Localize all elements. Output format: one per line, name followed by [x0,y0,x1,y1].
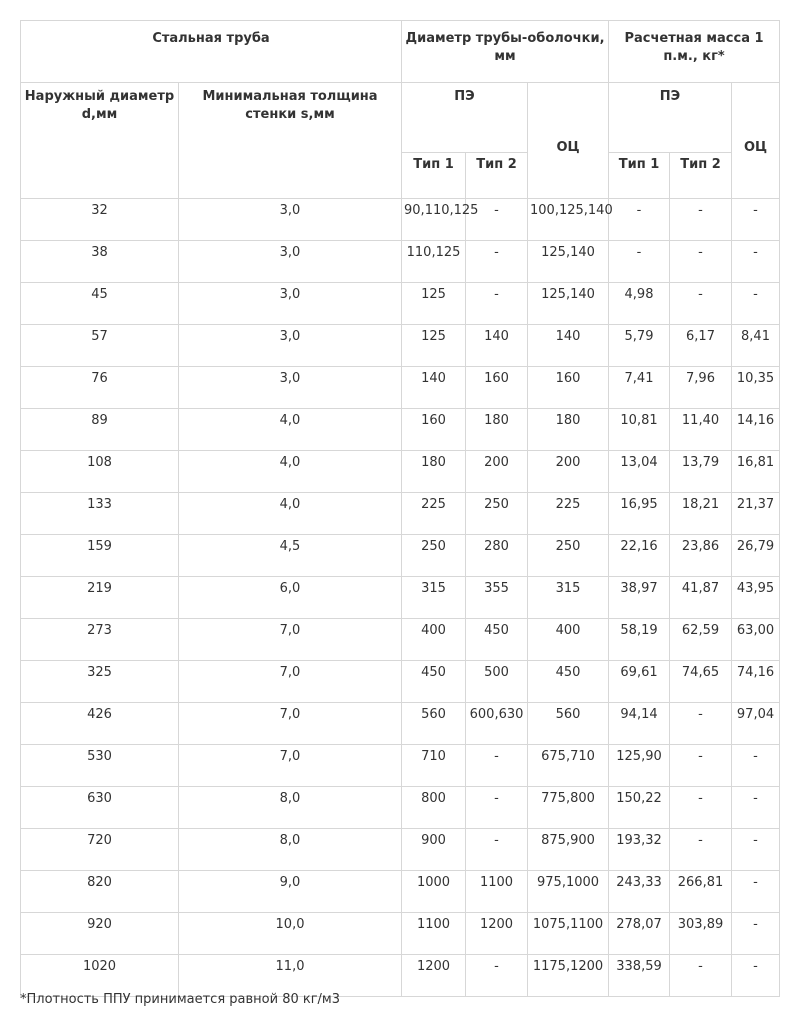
cell-shell-oc: 315 [528,577,609,619]
cell-min-wall: 3,0 [179,367,402,409]
table-row [21,325,780,367]
header-mass-oc: ОЦ [732,83,780,199]
cell-shell-pe-type1: 125 [402,325,466,367]
cell-mass-oc: - [732,745,780,787]
cell-mass-oc: 43,95 [732,577,780,619]
cell-shell-pe-type2: 600,630 [466,703,528,745]
cell-min-wall: 10,0 [179,913,402,955]
cell-mass-pe-type2: 62,59 [670,619,732,661]
cell-mass-pe-type1: 4,98 [609,283,670,325]
cell-mass-pe-type2: 7,96 [670,367,732,409]
cell-mass-oc: 63,00 [732,619,780,661]
cell-mass-pe-type2: - [670,241,732,283]
cell-mass-oc: 74,16 [732,661,780,703]
cell-outer-diameter: 57 [21,325,179,367]
cell-min-wall: 6,0 [179,577,402,619]
cell-shell-oc: 560 [528,703,609,745]
cell-outer-diameter: 108 [21,451,179,493]
cell-shell-oc: 160 [528,367,609,409]
cell-shell-pe-type2: 1200 [466,913,528,955]
table-row [21,535,780,577]
cell-min-wall: 7,0 [179,619,402,661]
cell-shell-oc: 450 [528,661,609,703]
cell-shell-pe-type2: 500 [466,661,528,703]
cell-mass-pe-type1: 5,79 [609,325,670,367]
cell-shell-pe-type2: 280 [466,535,528,577]
cell-shell-pe-type1: 160 [402,409,466,451]
header-shell-oc: ОЦ [528,83,609,199]
cell-shell-pe-type1: 1100 [402,913,466,955]
cell-mass-pe-type2: 266,81 [670,871,732,913]
cell-mass-oc: 97,04 [732,703,780,745]
cell-mass-pe-type2: 13,79 [670,451,732,493]
cell-shell-pe-type2: 200 [466,451,528,493]
header-mass-pe: ПЭ [609,83,732,153]
cell-shell-oc: 675,710 [528,745,609,787]
cell-shell-oc: 400 [528,619,609,661]
cell-shell-oc: 975,1000 [528,871,609,913]
cell-outer-diameter: 325 [21,661,179,703]
cell-shell-pe-type2: 140 [466,325,528,367]
cell-min-wall: 3,0 [179,241,402,283]
table-row [21,577,780,619]
cell-outer-diameter: 630 [21,787,179,829]
header-outer-diameter: Наружный диаметр d,мм [21,83,179,199]
cell-min-wall: 8,0 [179,829,402,871]
cell-mass-pe-type1: 7,41 [609,367,670,409]
cell-shell-pe-type1: 110,125 [402,241,466,283]
cell-mass-oc: - [732,199,780,241]
cell-outer-diameter: 32 [21,199,179,241]
cell-mass-pe-type1: 58,19 [609,619,670,661]
cell-mass-pe-type1: 243,33 [609,871,670,913]
cell-mass-pe-type2: - [670,283,732,325]
cell-outer-diameter: 273 [21,619,179,661]
cell-shell-pe-type1: 180 [402,451,466,493]
cell-mass-pe-type1: 94,14 [609,703,670,745]
cell-shell-pe-type2: 450 [466,619,528,661]
cell-mass-pe-type1: 22,16 [609,535,670,577]
cell-mass-pe-type2: 74,65 [670,661,732,703]
table-row [21,367,780,409]
cell-mass-pe-type2: - [670,703,732,745]
cell-min-wall: 4,0 [179,409,402,451]
cell-outer-diameter: 89 [21,409,179,451]
table-row [21,493,780,535]
cell-shell-pe-type2: - [466,241,528,283]
cell-shell-pe-type2: 160 [466,367,528,409]
table-body [21,199,780,997]
table-row [21,787,780,829]
cell-shell-pe-type1: 800 [402,787,466,829]
cell-shell-pe-type2: - [466,955,528,997]
cell-mass-pe-type1: 69,61 [609,661,670,703]
table-row [21,241,780,283]
cell-min-wall: 3,0 [179,199,402,241]
cell-outer-diameter: 820 [21,871,179,913]
table-row [21,829,780,871]
cell-min-wall: 4,0 [179,493,402,535]
header-mass: Расчетная масса 1 п.м., кг* [609,21,780,83]
cell-shell-pe-type2: 355 [466,577,528,619]
cell-mass-oc: - [732,829,780,871]
cell-shell-pe-type2: - [466,829,528,871]
header-shell-type2: Тип 2 [466,153,528,199]
cell-shell-oc: 140 [528,325,609,367]
cell-shell-oc: 180 [528,409,609,451]
cell-shell-oc: 125,140 [528,241,609,283]
table-row [21,745,780,787]
cell-min-wall: 8,0 [179,787,402,829]
table-row [21,955,780,997]
cell-shell-pe-type1: 450 [402,661,466,703]
cell-outer-diameter: 159 [21,535,179,577]
cell-shell-pe-type1: 125 [402,283,466,325]
header-mass-type1: Тип 1 [609,153,670,199]
table-row [21,451,780,493]
cell-outer-diameter: 76 [21,367,179,409]
cell-shell-pe-type1: 900 [402,829,466,871]
cell-outer-diameter: 920 [21,913,179,955]
header-shell-diameter: Диаметр трубы-оболочки, мм [402,21,609,83]
cell-mass-oc: - [732,283,780,325]
cell-mass-pe-type2: - [670,955,732,997]
cell-outer-diameter: 426 [21,703,179,745]
cell-mass-oc: - [732,955,780,997]
cell-mass-pe-type2: 41,87 [670,577,732,619]
cell-shell-oc: 100,125,140 [528,199,609,241]
cell-min-wall: 3,0 [179,283,402,325]
cell-shell-pe-type1: 90,110,125 [402,199,466,241]
cell-shell-oc: 1075,1100 [528,913,609,955]
cell-mass-pe-type2: - [670,199,732,241]
cell-mass-pe-type2: 303,89 [670,913,732,955]
cell-shell-oc: 125,140 [528,283,609,325]
cell-shell-pe-type1: 400 [402,619,466,661]
cell-shell-pe-type2: - [466,283,528,325]
cell-outer-diameter: 1020 [21,955,179,997]
cell-shell-pe-type2: - [466,745,528,787]
header-steel-pipe: Стальная труба [21,21,402,83]
header-shell-pe: ПЭ [402,83,528,153]
cell-shell-oc: 775,800 [528,787,609,829]
cell-mass-pe-type1: 150,22 [609,787,670,829]
cell-mass-pe-type1: - [609,241,670,283]
cell-shell-pe-type1: 1200 [402,955,466,997]
density-footnote: *Плотность ППУ принимается равной 80 кг/м3 [20,992,341,1007]
cell-shell-pe-type2: 180 [466,409,528,451]
cell-mass-pe-type1: - [609,199,670,241]
cell-mass-pe-type2: - [670,787,732,829]
cell-shell-oc: 250 [528,535,609,577]
cell-outer-diameter: 219 [21,577,179,619]
cell-outer-diameter: 45 [21,283,179,325]
cell-mass-oc: - [732,787,780,829]
cell-shell-oc: 875,900 [528,829,609,871]
cell-mass-oc: - [732,913,780,955]
cell-mass-pe-type1: 125,90 [609,745,670,787]
header-shell-type1: Тип 1 [402,153,466,199]
cell-mass-oc: 10,35 [732,367,780,409]
cell-mass-pe-type2: - [670,745,732,787]
cell-shell-pe-type1: 710 [402,745,466,787]
cell-min-wall: 4,0 [179,451,402,493]
cell-mass-pe-type1: 10,81 [609,409,670,451]
pipe-spec-table [20,20,780,997]
cell-outer-diameter: 530 [21,745,179,787]
table-row [21,409,780,451]
cell-mass-oc: 21,37 [732,493,780,535]
cell-shell-pe-type1: 225 [402,493,466,535]
cell-min-wall: 7,0 [179,703,402,745]
cell-mass-pe-type2: - [670,829,732,871]
cell-mass-pe-type1: 193,32 [609,829,670,871]
cell-mass-pe-type1: 278,07 [609,913,670,955]
cell-shell-pe-type2: 1100 [466,871,528,913]
cell-shell-pe-type2: 250 [466,493,528,535]
cell-mass-pe-type2: 11,40 [670,409,732,451]
table-row [21,283,780,325]
cell-shell-pe-type2: - [466,787,528,829]
header-min-wall: Минимальная толщина стенки s,мм [179,83,402,199]
cell-mass-oc: 26,79 [732,535,780,577]
cell-mass-pe-type1: 338,59 [609,955,670,997]
cell-mass-oc: - [732,871,780,913]
cell-mass-pe-type1: 38,97 [609,577,670,619]
table-row [21,913,780,955]
cell-outer-diameter: 720 [21,829,179,871]
cell-min-wall: 7,0 [179,661,402,703]
cell-mass-pe-type2: 23,86 [670,535,732,577]
cell-shell-oc: 225 [528,493,609,535]
cell-mass-pe-type2: 6,17 [670,325,732,367]
cell-shell-oc: 1175,1200 [528,955,609,997]
cell-outer-diameter: 133 [21,493,179,535]
cell-shell-pe-type1: 1000 [402,871,466,913]
cell-min-wall: 9,0 [179,871,402,913]
table-row [21,871,780,913]
cell-min-wall: 7,0 [179,745,402,787]
cell-shell-oc: 200 [528,451,609,493]
cell-shell-pe-type2: - [466,199,528,241]
cell-outer-diameter: 38 [21,241,179,283]
table-row [21,703,780,745]
cell-shell-pe-type1: 140 [402,367,466,409]
cell-mass-pe-type1: 16,95 [609,493,670,535]
cell-mass-pe-type2: 18,21 [670,493,732,535]
cell-mass-oc: 16,81 [732,451,780,493]
cell-shell-pe-type1: 560 [402,703,466,745]
table-row [21,619,780,661]
cell-min-wall: 3,0 [179,325,402,367]
cell-min-wall: 11,0 [179,955,402,997]
table-row [21,661,780,703]
header-mass-type2: Тип 2 [670,153,732,199]
cell-mass-pe-type1: 13,04 [609,451,670,493]
cell-mass-oc: 8,41 [732,325,780,367]
cell-min-wall: 4,5 [179,535,402,577]
cell-mass-oc: 14,16 [732,409,780,451]
table-row [21,199,780,241]
cell-mass-oc: - [732,241,780,283]
cell-shell-pe-type1: 315 [402,577,466,619]
cell-shell-pe-type1: 250 [402,535,466,577]
